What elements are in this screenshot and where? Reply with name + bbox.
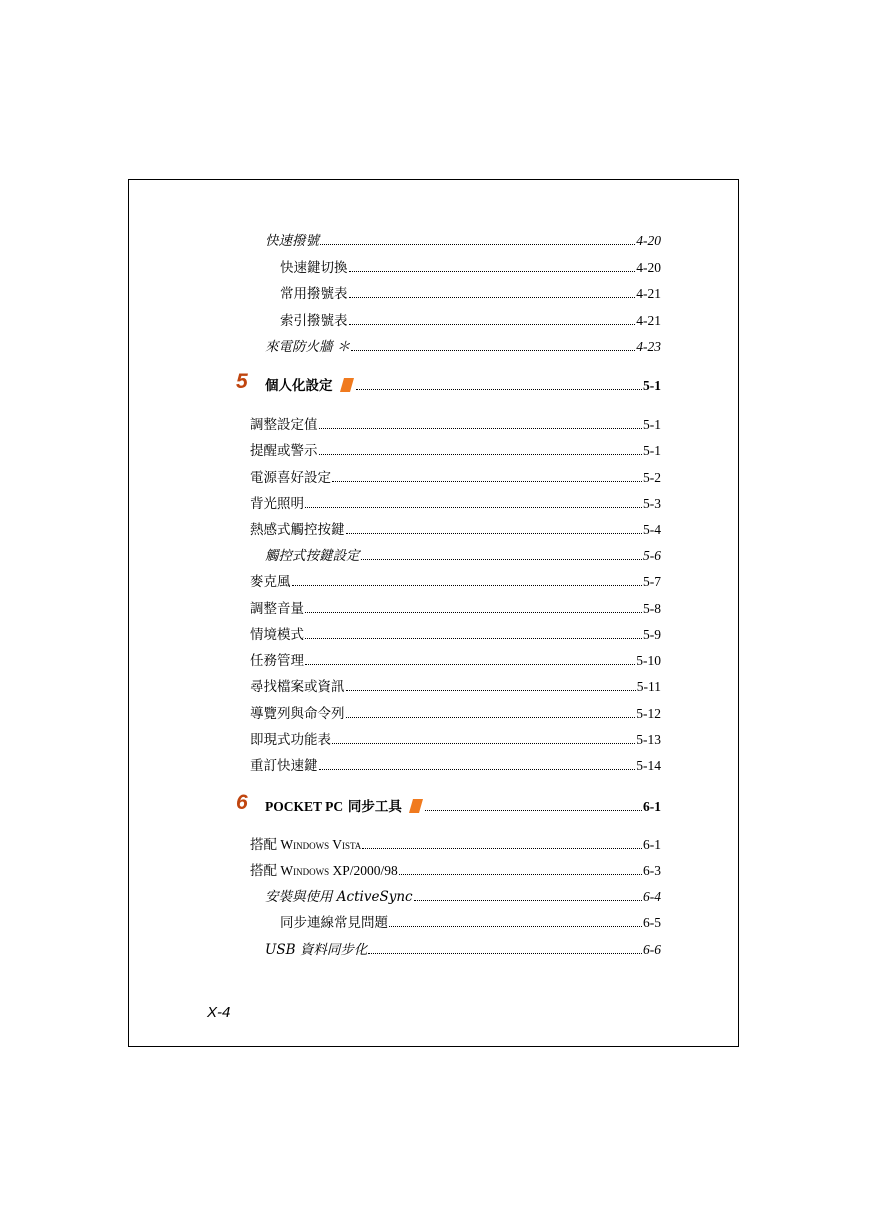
toc-entry[interactable]: [280, 309, 661, 329]
toc-label: 導覽列與命令列: [250, 706, 345, 722]
toc-entry[interactable]: [265, 335, 661, 355]
toc-entry[interactable]: [250, 597, 661, 617]
chapter-5-title: 個人化設定: [265, 378, 333, 394]
page-number: X-4: [207, 1004, 231, 1021]
toc-page: 5-1: [643, 417, 661, 432]
chapter-6-title-en: POCKET PC: [265, 799, 344, 814]
toc-entry[interactable]: [250, 728, 661, 748]
toc-page: 5-11: [636, 679, 661, 694]
chapter-6-number: 6: [236, 791, 248, 814]
toc-page: 6-3: [643, 863, 661, 878]
toc-page: 5-1: [643, 443, 661, 458]
toc-page: 4-20: [636, 233, 661, 248]
chapter-slash-icon: [408, 798, 424, 814]
toc-entry[interactable]: [280, 256, 661, 276]
toc-label: 情境模式: [250, 627, 304, 643]
toc-label: 尋找檔案或資訊: [250, 679, 345, 695]
toc-label: 快速撥號: [265, 233, 319, 249]
toc-entry[interactable]: [250, 675, 661, 695]
toc-entry[interactable]: [250, 570, 661, 590]
toc-entry[interactable]: [280, 911, 661, 931]
toc-page: 5-9: [643, 627, 661, 642]
toc-page: 6-4: [643, 889, 661, 904]
toc-label: 提醒或警示: [250, 443, 318, 459]
toc-label: 任務管理: [250, 653, 304, 669]
chapter-5-number: 5: [236, 370, 248, 393]
toc-label: 即現式功能表: [250, 732, 331, 748]
toc-page: 5-7: [643, 574, 661, 589]
toc-entry[interactable]: [250, 649, 661, 669]
toc-label: 重訂快速鍵: [250, 758, 318, 774]
toc-entry[interactable]: [250, 623, 661, 643]
toc-entry[interactable]: [280, 282, 661, 302]
toc-page: 6-6: [643, 942, 661, 957]
chapter-6-page: 6-1: [643, 799, 661, 814]
toc-entry[interactable]: [250, 492, 661, 512]
toc-page: 5-10: [636, 653, 661, 668]
toc-label: 背光照明: [250, 496, 304, 512]
toc-page: 6-1: [643, 837, 661, 852]
toc-label: 來電防火牆 ＊: [265, 339, 351, 355]
toc-page: 5-3: [643, 496, 661, 511]
chapter-6-title-zh: 同步工具: [347, 799, 402, 815]
toc-page: 4-21: [636, 286, 661, 301]
toc-entry[interactable]: [265, 229, 661, 249]
toc-entry[interactable]: [250, 833, 661, 853]
toc-entry[interactable]: [265, 938, 661, 958]
toc-label: 同步連線常見問題: [280, 915, 388, 931]
toc-page: 5-12: [636, 706, 661, 721]
toc-label: 麥克風: [250, 574, 291, 590]
toc-page: 6-5: [643, 915, 661, 930]
toc-page: 5-2: [643, 470, 661, 485]
toc-page: 5-4: [643, 522, 661, 537]
toc-page: 5-13: [636, 732, 661, 747]
toc-entry[interactable]: [265, 885, 661, 905]
toc-entry[interactable]: [250, 439, 661, 459]
toc-entry[interactable]: [250, 466, 661, 486]
toc-page: 5-14: [636, 758, 661, 773]
toc-entry[interactable]: [250, 518, 661, 538]
chapter-5-heading[interactable]: [265, 374, 661, 394]
toc-label: 電源喜好設定: [250, 470, 331, 486]
toc-label: USB 資料同步化: [265, 942, 368, 958]
toc-entry[interactable]: [250, 413, 661, 433]
toc-entry[interactable]: [250, 859, 661, 879]
toc-label: 搭配 Windows Vista: [250, 837, 362, 852]
toc-label: 觸控式按鍵設定: [265, 548, 360, 564]
toc-entry[interactable]: [265, 544, 661, 564]
toc-label: 索引撥號表: [280, 313, 348, 329]
toc-label: 常用撥號表: [280, 286, 348, 302]
toc-page: 5-8: [643, 601, 661, 616]
toc-label: 調整設定值: [250, 417, 318, 433]
chapter-slash-icon: [339, 377, 355, 393]
toc-page: 4-20: [636, 260, 661, 275]
toc-page: 5-6: [643, 548, 661, 563]
toc-label: 快速鍵切換: [280, 260, 348, 276]
toc-label: 調整音量: [250, 601, 304, 617]
chapter-6-heading[interactable]: [265, 795, 661, 815]
toc-entry[interactable]: [250, 754, 661, 774]
toc-entry[interactable]: [250, 702, 661, 722]
toc-label: 熱感式觸控按鍵: [250, 522, 345, 538]
toc-label: 搭配 Windows XP/2000/98: [250, 863, 398, 878]
toc-page: 4-23: [636, 339, 661, 354]
toc-page: 4-21: [636, 313, 661, 328]
toc-label: 安裝與使用 ActiveSync: [265, 889, 413, 905]
chapter-5-page: 5-1: [643, 378, 661, 393]
